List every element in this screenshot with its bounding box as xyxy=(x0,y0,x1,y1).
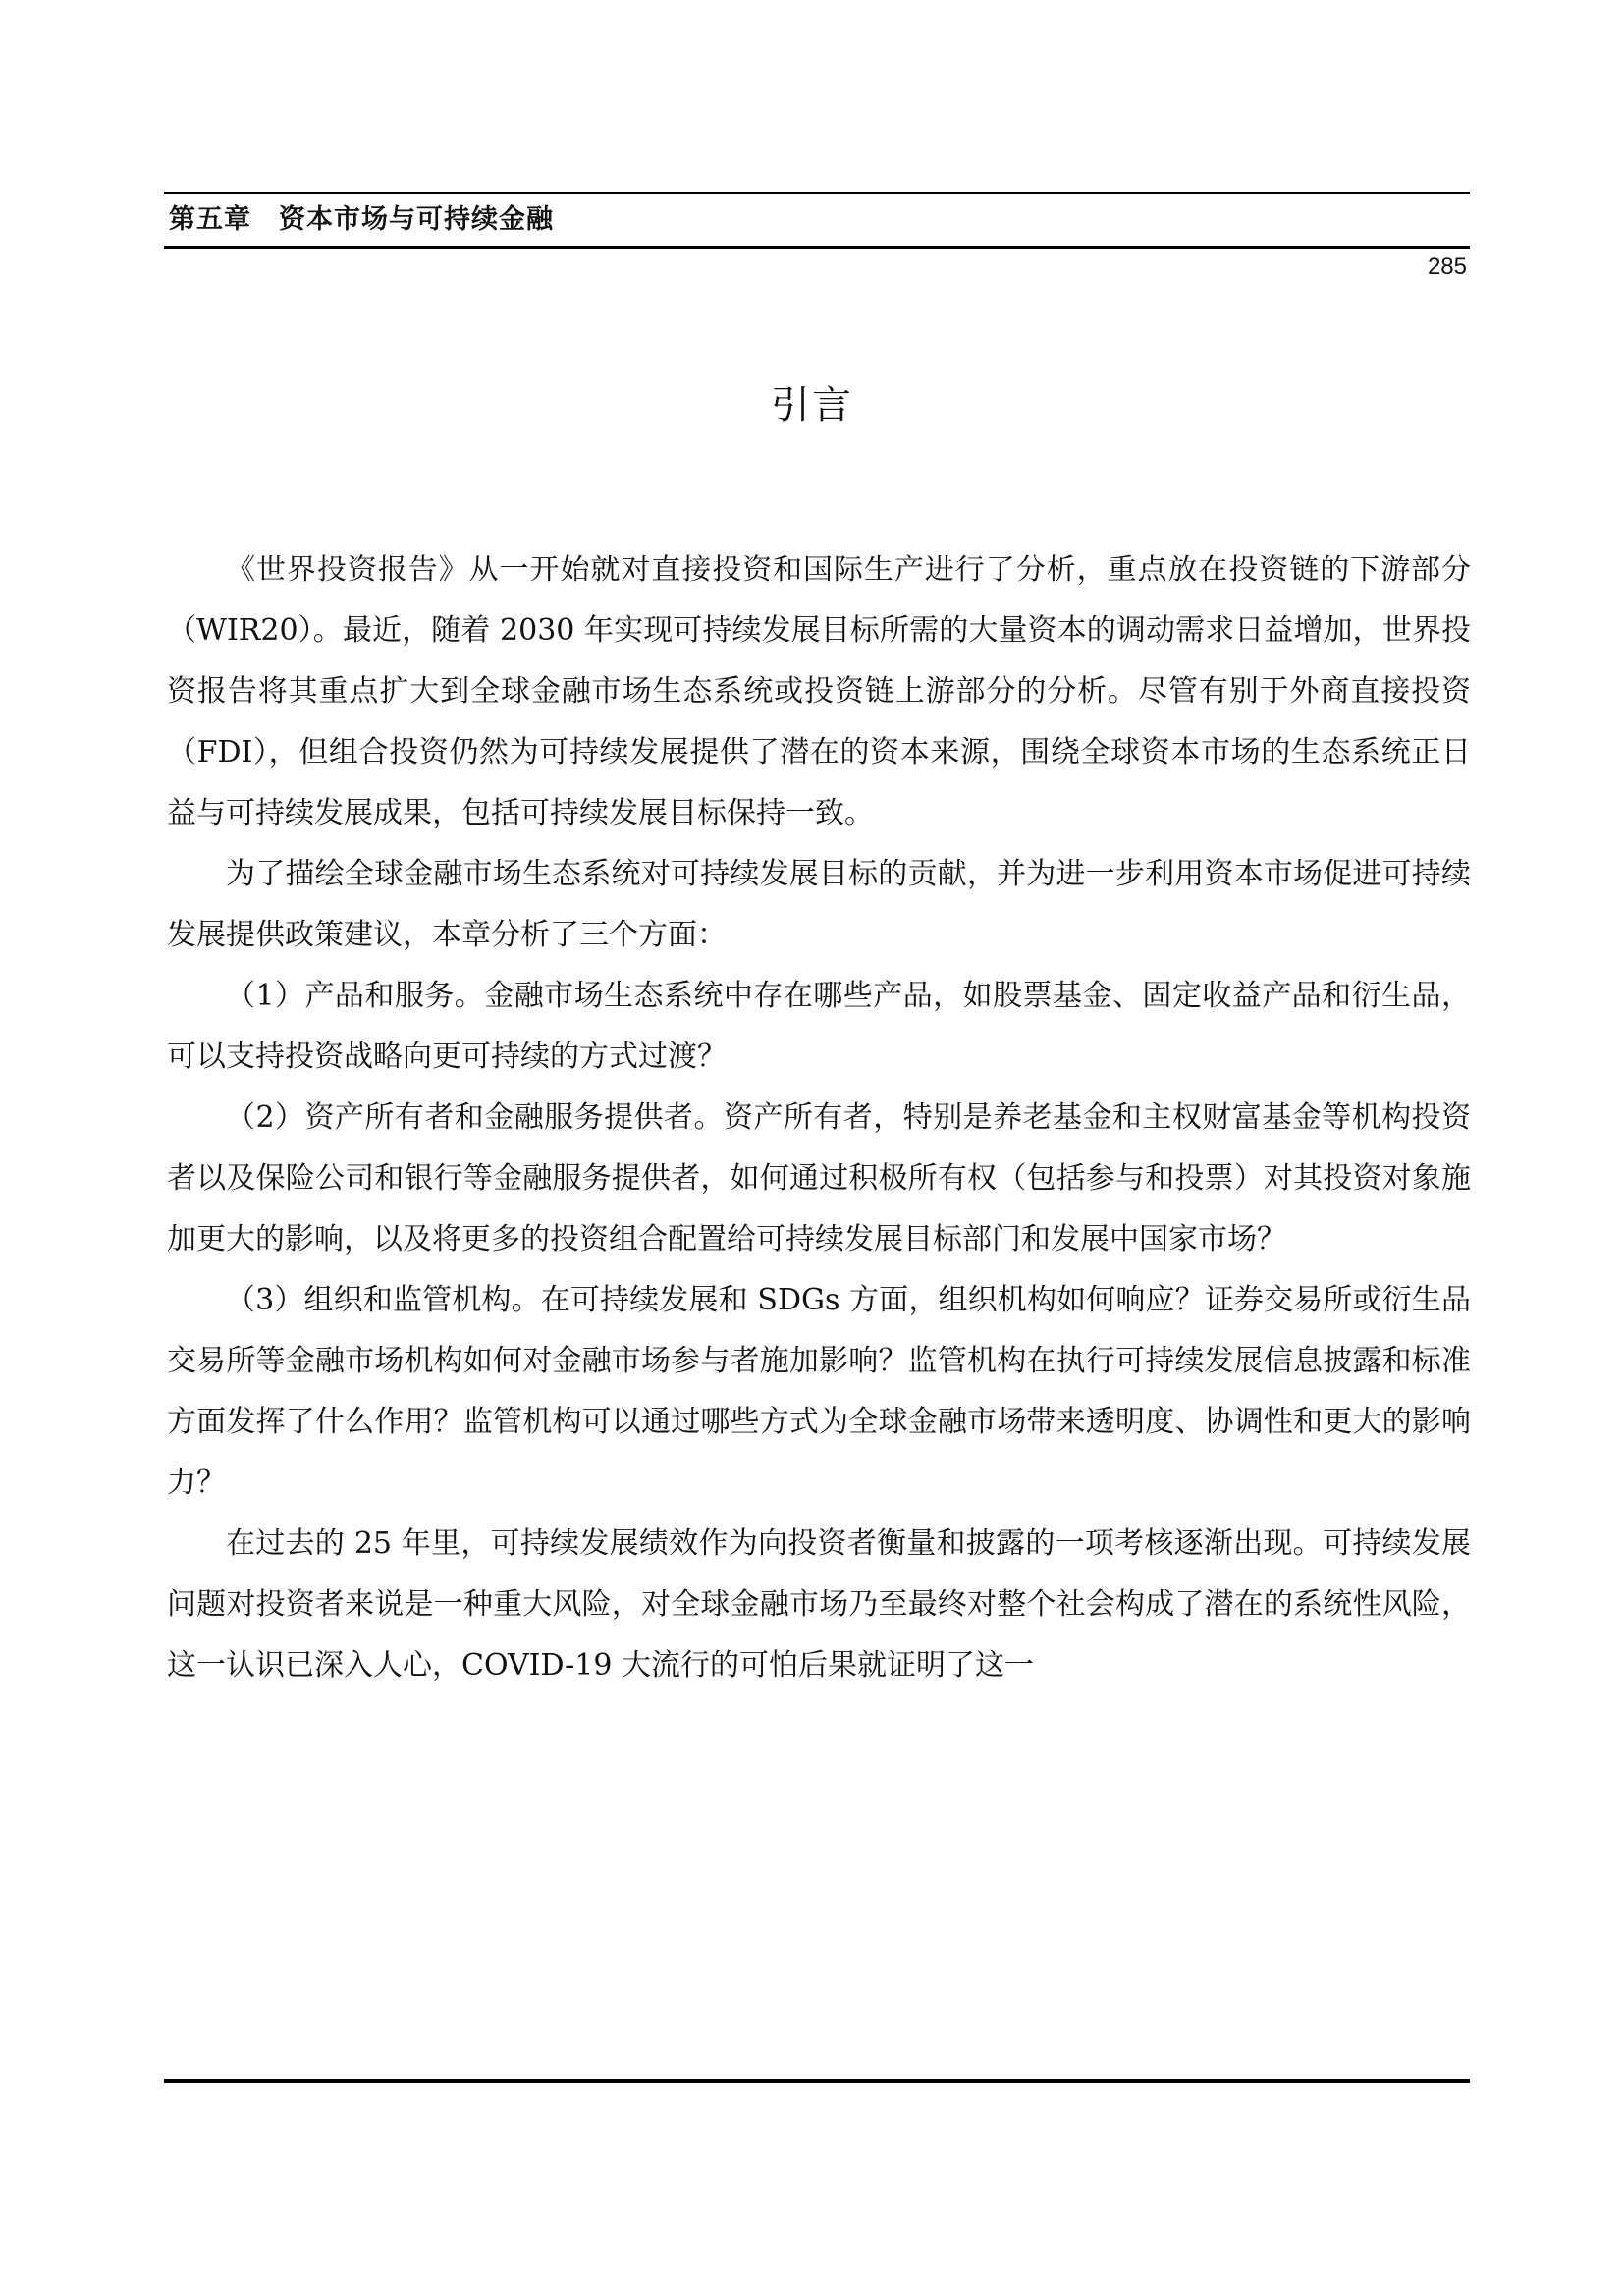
chapter-title: 第五章 资本市场与可持续金融 xyxy=(169,204,554,235)
header-top-rule xyxy=(164,192,1470,194)
footer-rule xyxy=(164,2079,1470,2083)
body-text xyxy=(167,540,1471,1696)
paragraph-history: 在过去的 25 年里，可持续发展绩效作为向投资者衡量和披露的一项考核逐渐出现。可持续发展问题对投资者来说是一种重大风险，对全球金融市场乃至最终对整个社会构成了潜在的系统性风险，这一认识已深入人心，COVID-19 大流行的可怕后果就证明了这一 xyxy=(167,1526,1471,1682)
header-bottom-rule xyxy=(164,246,1470,249)
paragraph-item-1: （1）产品和服务。金融市场生态系统中存在哪些产品，如股票基金、固定收益产品和衍生品，可以支持投资战略向更可持续的方式过渡？ xyxy=(167,979,1471,1074)
paragraph-aspects: 为了描绘全球金融市场生态系统对可持续发展目标的贡献，并为进一步利用资本市场促进可持续发展提供政策建议，本章分析了三个方面： xyxy=(167,857,1471,952)
paragraph-intro: 《世界投资报告》从一开始就对直接投资和国际生产进行了分析，重点放在投资链的下游部分（WIR20）。最近，随着 2030 年实现可持续发展目标所需的大量资本的调动需求日益增加，世界投资报告将其重点扩大到全球金融市场生态系统或投资链上游部分的分析。尽管有别于外商直接投资（FDI），但组合投资仍然为可持续发展提供了潜在的资本来源，围绕全球资本市场的生态系统正日益与可持续发展成果，包括可持续发展目标保持一致。 xyxy=(167,553,1471,830)
page-number: 285 xyxy=(1427,253,1467,280)
paragraph-item-2: （2）资产所有者和金融服务提供者。资产所有者，特别是养老基金和主权财富基金等机构投资者以及保险公司和银行等金融服务提供者，如何通过积极所有权（包括参与和投票）对其投资对象施加更大的影响，以及将更多的投资组合配置给可持续发展目标部门和发展中国家市场？ xyxy=(167,1100,1471,1256)
paragraph-item-3: （3）组织和监管机构。在可持续发展和 SDGs 方面，组织机构如何响应？证券交易所或衍生品交易所等金融市场机构如何对金融市场参与者施加影响？监管机构在执行可持续发展信息披露和标准方面发挥了什么作用？监管机构可以通过哪些方式为全球金融市场带来透明度、协调性和更大的影响力？ xyxy=(167,1283,1471,1500)
section-title: 引言 xyxy=(771,383,853,428)
